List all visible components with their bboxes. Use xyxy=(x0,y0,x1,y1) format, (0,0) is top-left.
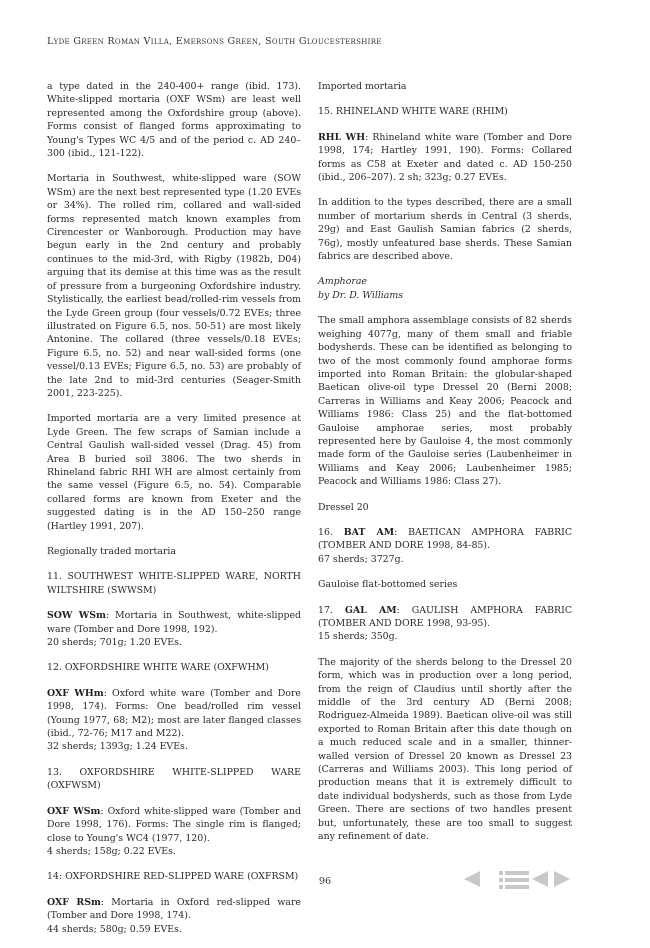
entry-oxf-whm-count: 32 sherds; 1393g; 1.24 EVEs. xyxy=(47,741,188,753)
section-author xyxy=(318,289,572,302)
fabric-description: : Oxford white ware (Tomber and Dore 1998, 174). Forms: One bead/rolled rim vessel (Young 1977, 68; M2); most are later flanged classes (ibid., 72-76; M17 and M22). xyxy=(47,687,301,740)
entry-sow-count: 20 sherds; 701g; 1.20 EVEs. xyxy=(47,637,182,649)
entry-oxf-wsm-count: 4 sherds; 158g; 0.22 EVEs. xyxy=(47,845,176,857)
fabric-description: : Mortaria in Southwest, white-slipped ware (Tomber and Dore 1998, 192). xyxy=(47,610,301,635)
heading-imported-mortaria: Imported mortaria xyxy=(318,81,407,92)
fabric-code: OXF WHm xyxy=(47,687,104,699)
fabric-number: 16. xyxy=(318,526,344,538)
fabric-description: : Oxford white-slipped ware (Tomber and Dore 1998, 176). Forms: The single rim is flanged; close to Young's WC4 (1977, 120). xyxy=(47,805,301,844)
fabric-code: OXF RSm xyxy=(47,896,101,908)
paragraph-oxford-mortaria: a type dated in the 240-400+ range (ibid. 173). White-slipped mortaria (OXF WSm) are least well represented among the Oxfordshire group (above). Forms consist of flanged forms approximating to Young's Types WC 4/5 and of the period c. AD 240–300 (ibid., 121-122). xyxy=(47,81,301,160)
right-column xyxy=(318,80,572,856)
fabric-code: OXF WSm xyxy=(47,805,101,817)
entry-sow-wsm xyxy=(47,609,301,636)
paragraph-samian-mortaria: In addition to the types described, there are a small number of mortarium sherds in Central (3 sherds, 29g) and East Gaulish Samian fabrics (2 sherds, 76g), mostly unfeatured base sherds. These Samian fabrics are described above. xyxy=(318,197,572,263)
paragraph-amphora-assemblage: The small amphora assemblage consists of 82 sherds weighing 4077g, many of them small and friable bodysherds. These can be identified as belonging to two of the most commonly found amphorae forms imported into Roman Britain: the globular-shaped Baetican olive-oil type Dressel 20 (Berni 2008; Carreras in Williams and Keay 2006; Peacock and Williams 1986: Class 25) and the flat-bottomed Gauloise amphorae series, most probably represented here by Gauloise 4, the most commonly made form of the Gauloise series (Laubenheimer in Williams and Keay 2006; Laubenheimer 1985; Peacock and Williams 1986: Class 27). xyxy=(318,315,572,488)
heading-fabric-12: 12. OXFORDSHIRE WHITE WARE (OXFWHM) xyxy=(47,662,269,674)
heading-regional-mortaria: Regionally traded mortaria xyxy=(47,546,176,557)
fabric-description: : BAETICAN AMPHORA FABRIC (TOMBER AND DORE 1998, 84-85). xyxy=(318,526,573,552)
fabric-code: BAT AM xyxy=(343,526,395,538)
entry-oxf-wsm xyxy=(47,805,301,845)
heading-fabric-13: 13. OXFORDSHIRE WHITE-SLIPPED WARE (OXFWSM) xyxy=(47,766,301,792)
section-title-amphorae xyxy=(318,275,572,288)
entry-oxf-whm xyxy=(47,687,301,741)
section-title-text: Amphorae xyxy=(318,276,367,288)
fabric-description: : Rhineland white ware (Tomber and Dore 1998, 174; Hartley 1991, 190). Forms: Collared forms as C58 at Exeter and dated c. AD 150-250 (ibid., 206–207). 2 sh; 323g; 0.27 EVEs. xyxy=(318,131,572,184)
fabric-description: : Mortaria in Oxford red-slipped ware (Tomber and Dore 1998, 174). xyxy=(47,896,301,922)
paragraph-imported-mortaria: Imported mortaria are a very limited presence at Lyde Green. The few scraps of Samian include a Central Gaulish wall-sided vessel (Drag. 45) from Area B buried soil 3806. The two sherds in Rhineland fabric RHI WH are almost certainly from the same vessel (Figure 6.5, no. 54). Comparable collared forms are known from Exeter and the suggested dating is in the AD 150–250 range (Hartley 1991, 207). xyxy=(47,413,301,532)
fabric-code: SOW WSm xyxy=(47,610,106,622)
fabric-code: GAL AM xyxy=(344,604,397,616)
running-head xyxy=(47,36,382,47)
left-column xyxy=(47,80,301,948)
paragraph-dressel-dating: The majority of the sherds belong to the Dressel 20 form, which was in production over a long period, from the reign of Claudius until shortly after the middle of the 3rd century AD (Berni 2008; Rodriguez-Almeida 1989). Baetican olive-oil was still exported to Roman Britain after this date though on a much reduced scale and in a smaller, thinner-walled version of Dressel 20 known as Dressel 23 (Carreras and Williams 2003). This long period of production means that it is extremely difficult to date individual bodysherds, such as those from Lyde Green. There are sections of two handles present but, unfortunately, these are too small to suggest any refinement of date. xyxy=(318,656,572,843)
heading-fabric-14: 14: OXFORDSHIRE RED-SLIPPED WARE (OXFRSM) xyxy=(47,871,299,883)
fabric-number: 17. xyxy=(318,604,345,616)
page-number: 96 xyxy=(318,876,332,887)
heading-fabric-11: 11. SOUTHWEST WHITE-SLIPPED WARE, NORTH WILTSHIRE (SWWSM) xyxy=(47,571,301,596)
paragraph-southwest-mortaria: Mortaria in Southwest, white-slipped ware (SOW WSm) are the next best represented type (1.20 EVEs or 34%). The rolled rim, collared and wall-sided forms represented match known examples from Cirencester or Wanborough. Production may have begun early in the 2nd century and probably continues to the mid-3rd, with Rigby (1982b, D04) arguing that its demise at this time was as the result of pressure from a burgeoning Oxfordshire industry. Stylistically, the earliest bead/rolled-rim vessels from the Lyde Green group (four vessels/0.72 EVEs; three illustrated on Figure 6.5, nos. 50-51) are most likely Antonine. The collared (three vessels/0.18 EVEs; Figure 6.5, no. 52) and near wall-sided forms (one vessel/0.13 EVEs; Figure 6.5, no. 53) are probably of the late 2nd to mid-3rd centuries (Seager-Smith 2001, 223-225). xyxy=(47,173,301,399)
entry-oxf-rsm xyxy=(47,896,301,923)
heading-dressel-20: Dressel 20 xyxy=(318,501,369,513)
heading-fabric-17 xyxy=(318,604,572,631)
list-menu-icon[interactable] xyxy=(499,870,529,890)
heading-fabric-16 xyxy=(318,526,572,553)
heading-gauloise: Gauloise flat-bottomed series xyxy=(318,579,458,591)
triangle-right-icon[interactable] xyxy=(552,870,572,888)
running-head-text: Lyde Green Roman Villa, Emersons Green, South Gloucestershire xyxy=(47,36,382,47)
fabric-code: RHL WH xyxy=(318,131,366,143)
entry-bat-am-count: 67 sherds; 3727g. xyxy=(318,553,404,565)
entry-rhl-wh xyxy=(318,131,572,185)
entry-gal-am-count: 15 sherds; 350g. xyxy=(318,631,398,643)
author-text: by Dr. D. Williams xyxy=(318,289,404,301)
heading-fabric-15: 15. RHINELAND WHITE WARE (RHIM) xyxy=(318,106,508,118)
back-arrow-icon[interactable] xyxy=(530,870,550,888)
fabric-description: : GAULISH AMPHORA FABRIC (TOMBER AND DORE 1998, 93-95). xyxy=(318,604,572,629)
entry-oxf-rsm-count: 44 sherds; 580g; 0.59 EVEs. xyxy=(47,923,182,935)
triangle-left-icon[interactable] xyxy=(462,870,482,888)
